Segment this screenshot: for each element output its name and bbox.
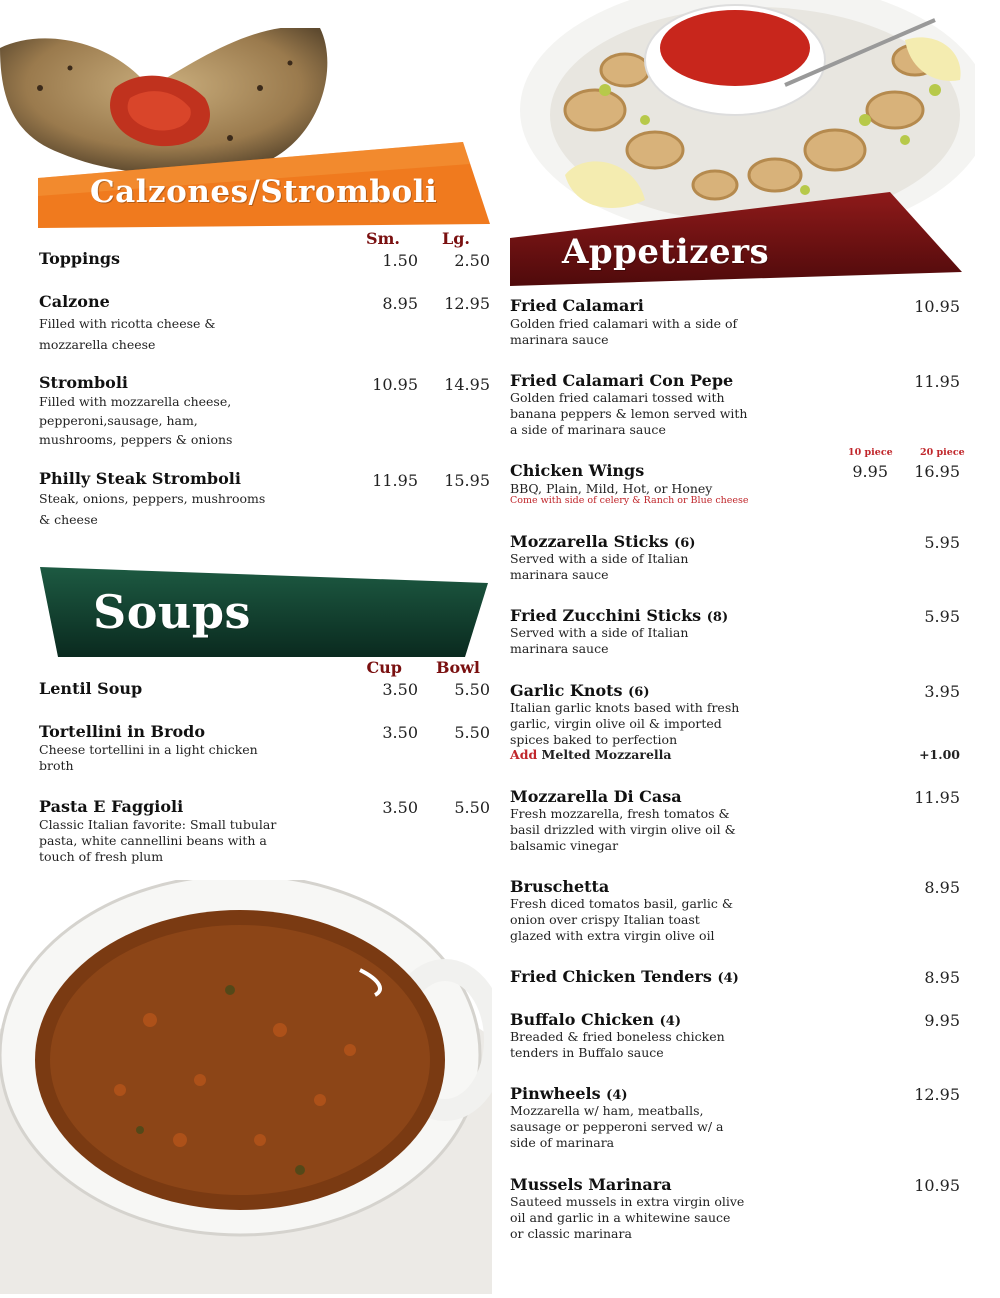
price: 11.95 — [914, 788, 960, 807]
item-name: Mozzarella Di Casa — [510, 787, 682, 806]
item-desc: Served with a side of Italian marinara sauce — [510, 625, 689, 656]
price: 5.95 — [924, 533, 960, 552]
item-name: Fried Zucchini Sticks (8) — [510, 606, 729, 625]
item-desc: Golden fried calamari tossed with banana peppers & lemon served with a side of marinara sauce — [510, 390, 748, 437]
price-small: 11.95 — [372, 471, 418, 490]
price-small: 10.95 — [372, 375, 418, 394]
lentil-soup-photo — [0, 880, 492, 1294]
appetizers-banner — [510, 192, 962, 286]
soups-title: Soups — [93, 585, 251, 639]
label-20-piece: 20 piece — [920, 447, 965, 458]
addon-line — [510, 747, 810, 763]
price-large: 12.95 — [444, 294, 490, 313]
item-desc: Steak, onions, peppers, mushrooms & cheese — [39, 491, 266, 527]
addon-price: +1.00 — [919, 747, 960, 762]
item-name: Pinwheels (4) — [510, 1084, 628, 1103]
item-name: Calzone — [39, 292, 110, 311]
price-10-piece: 9.95 — [852, 462, 888, 481]
addon-text: Melted Mozzarella — [541, 747, 672, 762]
item-name: Pasta E Faggioli — [39, 797, 184, 816]
price-large: 14.95 — [444, 375, 490, 394]
item-desc: Fresh mozzarella, fresh tomatos & basil drizzled with virgin olive oil & balsamic vinegar — [510, 806, 736, 853]
appetizers-title: Appetizers — [562, 232, 770, 272]
price-cup: 3.50 — [382, 798, 418, 817]
item-desc: Golden fried calamari with a side of marinara sauce — [510, 316, 738, 347]
item-desc: Mozzarella w/ ham, meatballs, sausage or pepperoni served w/ a side of marinara — [510, 1103, 724, 1150]
item-desc: Cheese tortellini in a light chicken broth — [39, 742, 258, 773]
price: 8.95 — [924, 878, 960, 897]
price-bowl: 5.50 — [454, 723, 490, 742]
calzones-title: Calzones/Stromboli — [90, 174, 438, 210]
item-desc: Italian garlic knots based with fresh garlic, virgin olive oil & imported spices baked to perfection — [510, 700, 740, 747]
price: 12.95 — [914, 1085, 960, 1104]
col-head-cup: Cup — [366, 658, 402, 677]
item-desc: Filled with ricotta cheese & mozzarella cheese — [39, 316, 216, 352]
item-name: Fried Chicken Tenders (4) — [510, 967, 739, 986]
item-desc: Filled with mozzarella cheese, pepperoni,sausage, ham, mushrooms, peppers & onions — [39, 394, 233, 447]
item-name: Mussels Marinara — [510, 1175, 672, 1194]
item-name: Bruschetta — [510, 877, 610, 896]
price-small: 8.95 — [382, 294, 418, 313]
item-desc: BBQ, Plain, Mild, Hot, or Honey — [510, 481, 713, 496]
price-cup: 3.50 — [382, 723, 418, 742]
price-cup: 3.50 — [382, 680, 418, 699]
wings-note: Come with side of celery & Ranch or Blue cheese — [510, 495, 749, 506]
col-head-bowl: Bowl — [435, 658, 480, 677]
price-large: 15.95 — [444, 471, 490, 490]
price: 5.95 — [924, 607, 960, 626]
item-name: Mozzarella Sticks (6) — [510, 532, 696, 551]
item-name: Stromboli — [39, 373, 128, 392]
soups-banner — [40, 567, 488, 657]
price-bowl: 5.50 — [454, 798, 490, 817]
item-name: Tortellini in Brodo — [39, 722, 206, 741]
item-desc: Sauteed mussels in extra virgin olive oil and garlic in a whitewine sauce or classic marinara — [510, 1194, 745, 1241]
col-head-small: Sm. — [365, 229, 400, 248]
price: 10.95 — [914, 1176, 960, 1195]
item-desc: Breaded & fried boneless chicken tenders in Buffalo sauce — [510, 1029, 725, 1060]
price-small: 1.50 — [382, 251, 418, 270]
item-name: Fried Calamari Con Pepe — [510, 371, 734, 390]
item-desc: Fresh diced tomatos basil, garlic & onion over crispy Italian toast glazed with extra virgin olive oil — [510, 896, 733, 943]
price-20-piece: 16.95 — [914, 462, 960, 481]
col-head-large: Lg. — [441, 229, 470, 248]
price: 8.95 — [924, 968, 960, 987]
calzones-banner — [38, 142, 490, 228]
price: 9.95 — [924, 1011, 960, 1030]
price: 3.95 — [924, 682, 960, 701]
item-name: Garlic Knots (6) — [510, 681, 650, 700]
item-name: Buffalo Chicken (4) — [510, 1010, 681, 1029]
price-bowl: 5.50 — [454, 680, 490, 699]
addon-add-word: Add — [510, 747, 538, 762]
price-large: 2.50 — [454, 251, 490, 270]
item-name: Lentil Soup — [39, 679, 143, 698]
item-name: Chicken Wings — [510, 461, 645, 480]
item-desc: Served with a side of Italian marinara sauce — [510, 551, 689, 582]
item-name: Toppings — [39, 249, 121, 268]
price: 10.95 — [914, 297, 960, 316]
item-name: Fried Calamari — [510, 296, 644, 315]
item-desc: Classic Italian favorite: Small tubular pasta, white cannellini beans with a touch of fresh plum — [39, 817, 277, 864]
label-10-piece: 10 piece — [848, 447, 893, 458]
price: 11.95 — [914, 372, 960, 391]
item-name: Philly Steak Stromboli — [39, 469, 241, 488]
